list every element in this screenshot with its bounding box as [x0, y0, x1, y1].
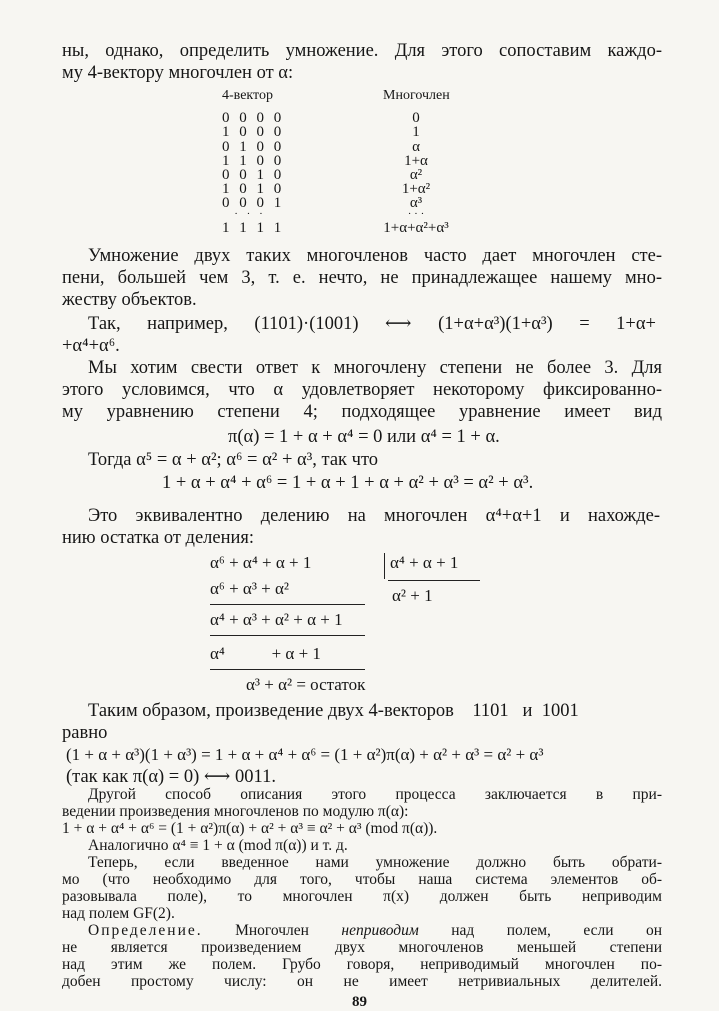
- division-bracket-vertical: [384, 553, 385, 579]
- division-bracket-horizontal: [388, 580, 480, 581]
- text-line: му 4-вектору многочлен от α:: [62, 63, 294, 83]
- text-line: ведении произведения многочленов по модулю π(α):: [62, 803, 409, 820]
- page-number: 89: [352, 994, 367, 1010]
- table-poly-cell: α³: [409, 195, 423, 211]
- text-line: над полем GF(2).: [62, 905, 175, 922]
- division-quotient: α² + 1: [392, 586, 433, 605]
- text-line: Умножение двух таких многочленов часто дает многочлен сте-: [88, 246, 662, 266]
- text-line: пени, большей чем 3, т. е. нечто, не принадлежащее нашему мно-: [62, 268, 662, 288]
- division-divisor: α⁴ + α + 1: [390, 553, 459, 572]
- text-line: Так, например, (1101)·(1001) ⟷ (1+α+α³)(1+α³) = 1+α+: [88, 314, 656, 334]
- definition-text: Многочлен: [202, 922, 342, 939]
- text-line: ны, однако, определить умножение. Для этого сопоставим каждо-: [62, 41, 662, 61]
- division-dividend: α⁶ + α⁴ + α + 1: [210, 553, 312, 572]
- table-poly-cell: α²: [409, 167, 423, 183]
- table-poly-cell: 1+α²: [401, 181, 431, 197]
- text-line: равно: [62, 723, 108, 743]
- text-line: над этим же полем. Грубо говоря, неприводимый многочлен по-: [62, 956, 662, 973]
- table-header-vector: 4-вектор: [222, 88, 273, 103]
- table-poly-cell: α: [412, 139, 420, 155]
- text-line: нию остатка от деления:: [62, 528, 255, 548]
- definition-term: неприводим: [341, 922, 419, 939]
- division-remainder: α³ + α² = остаток: [246, 675, 366, 694]
- text-line: Таким образом, произведение двух 4-векторов 1101 и 1001: [88, 701, 579, 721]
- table-poly-cell: 1+α: [404, 153, 428, 169]
- definition-text: над полем, если он: [418, 922, 663, 939]
- table-poly-cell: 0: [412, 110, 420, 126]
- table-vector-cell: 1 0 1 0: [222, 181, 285, 197]
- table-vector-cell: 0 0 0 0: [222, 110, 285, 126]
- text-line: мо (что необходимо для того, чтобы наша система элементов об-: [62, 871, 662, 888]
- text-line: +α⁴+α⁶.: [62, 336, 120, 356]
- division-rule: [210, 604, 365, 605]
- text-line: разовывала поле), то многочлен π(x) должен быть неприводим: [62, 888, 662, 905]
- text-line: не является произведением двух многочленов меньшей степени: [62, 939, 662, 956]
- text-line: му уравнению степени 4; подходящее уравнение имеет вид: [62, 402, 662, 422]
- equation: (1 + α + α³)(1 + α³) = 1 + α + α⁴ + α⁶ = (1 + α²)π(α) + α² + α³ = α² + α³: [66, 745, 544, 764]
- table-header-polynomial: Многочлен: [383, 88, 450, 103]
- table-vector-cell: 0 0 0 1: [222, 195, 285, 211]
- table-poly-cell: 1: [412, 124, 420, 140]
- table-vector-cell: 0 1 0 0: [222, 139, 285, 155]
- table-vector-cell: 0 0 1 0: [222, 167, 285, 183]
- division-step: α⁴ + α³ + α² + α + 1: [210, 610, 343, 629]
- table-vector-cell: 1 1 0 0: [222, 153, 285, 169]
- text-line: Это эквивалентно делению на многочлен α⁴+α+1 и нахожде-: [88, 506, 660, 526]
- text-line: Аналогично α⁴ ≡ 1 + α (mod π(α)) и т. д.: [88, 837, 348, 854]
- text-line: жеству объектов.: [62, 290, 197, 310]
- text-line: этого условимся, что α удовлетворяет некоторому фиксированно-: [62, 380, 662, 400]
- equation: π(α) = 1 + α + α⁴ = 0 или α⁴ = 1 + α.: [228, 427, 500, 447]
- table-vector-cell: 1 1 1 1: [222, 220, 285, 236]
- text-line: Тогда α⁵ = α + α²; α⁶ = α² + α³, так что: [88, 450, 379, 470]
- text-line: Другой способ описания этого процесса заключается в при-: [88, 786, 662, 803]
- division-rule: [210, 635, 365, 636]
- division-rule: [210, 669, 365, 670]
- text-line: (так как π(α) = 0) ⟷ 0011.: [66, 767, 276, 787]
- text-line: Мы хотим свести ответ к многочлену степени не более 3. Для: [88, 358, 662, 378]
- definition-label: Определение.: [88, 922, 203, 939]
- table-poly-ellipsis: · · ·: [407, 208, 425, 220]
- equation: 1 + α + α⁴ + α⁶ = 1 + α + 1 + α + α² + α³ = α² + α³.: [162, 473, 534, 493]
- table-poly-cell: 1+α+α²+α³: [383, 220, 449, 236]
- definition-line: [88, 922, 662, 939]
- table-vector-ellipsis: · · ·: [234, 208, 266, 220]
- division-step: α⁴ + α + 1: [210, 644, 321, 663]
- text-line: Теперь, если введенное нами умножение должно быть обрати-: [88, 854, 662, 871]
- division-step: α⁶ + α³ + α²: [210, 579, 290, 598]
- table-vector-cell: 1 0 0 0: [222, 124, 285, 140]
- text-line: добен простому числу: он не имеет нетривиальных делителей.: [62, 973, 662, 990]
- equation: 1 + α + α⁴ + α⁶ = (1 + α²)π(α) + α² + α³ ≡ α² + α³ (mod π(α)).: [62, 820, 438, 837]
